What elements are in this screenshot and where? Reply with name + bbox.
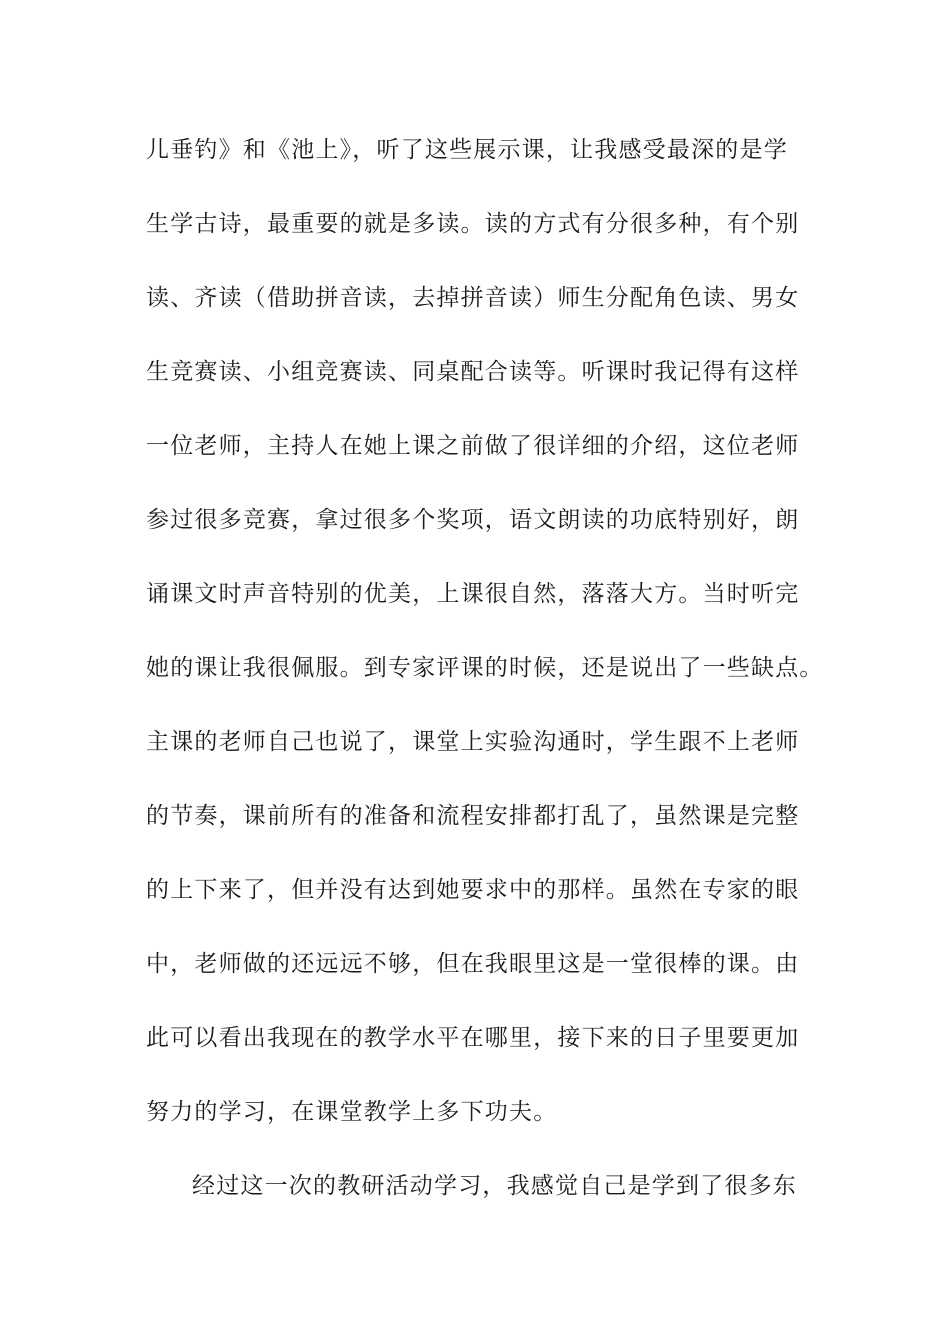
text-line-7: 诵课文时声音特别的优美，上课很自然，落落大方。当时听完 [146, 581, 800, 607]
text-line-4: 生竞赛读、小组竞赛读、同桌配合读等。听课时我记得有这样 [146, 359, 800, 385]
text-line-11: 的上下来了，但并没有达到她要求中的那样。虽然在专家的眼 [146, 877, 800, 903]
text-line-14: 努力的学习，在课堂教学上多下功夫。 [146, 1099, 558, 1125]
text-line-10: 的节奏，课前所有的准备和流程安排都打乱了，虽然课是完整 [146, 803, 800, 829]
text-line-2: 生学古诗，最重要的就是多读。读的方式有分很多种，有个别 [146, 211, 800, 237]
text-line-12: 中，老师做的还远远不够，但在我眼里这是一堂很棒的课。由 [146, 951, 800, 977]
text-line-9: 主课的老师自己也说了，课堂上实验沟通时，学生跟不上老师 [146, 729, 800, 755]
text-line-6: 参过很多竞赛，拿过很多个奖项，语文朗读的功底特别好，朗 [146, 507, 800, 533]
text-line-8: 她的课让我很佩服。到专家评课的时候，还是说出了一些缺点。 [146, 655, 824, 681]
text-line-13: 此可以看出我现在的教学水平在哪里，接下来的日子里要更加 [146, 1025, 800, 1051]
text-line-1: 儿垂钓》和《池上》，听了这些展示课，让我感受最深的是学 [146, 137, 788, 163]
text-line-3: 读、齐读（借助拼音读，去掉拼音读）师生分配角色读、男女 [146, 285, 800, 311]
text-line-5: 一位老师，主持人在她上课之前做了很详细的介绍，这位老师 [146, 433, 800, 459]
paragraph-start-line: 经过这一次的教研活动学习，我感觉自己是学到了很多东 [192, 1173, 797, 1199]
